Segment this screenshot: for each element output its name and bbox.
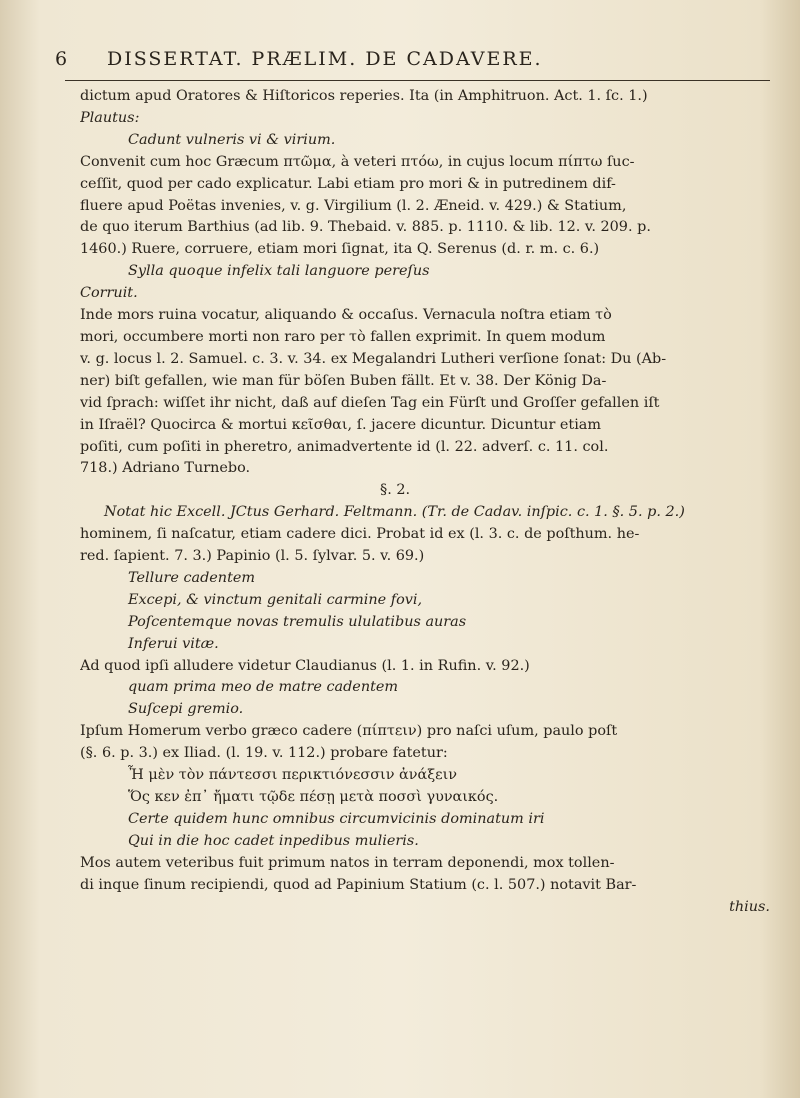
text-line: thius. [729, 898, 770, 915]
text-line: 718.) Adriano Turnebo. [80, 460, 251, 477]
text-line: in Iſraël? Quocirca & mortui κεῖσθαι, ſ. jacere dicuntur. Dicuntur etiam [80, 416, 602, 433]
text-line: hominem, ſi naſcatur, etiam cadere dici. Probat id ex (l. 3. c. de poſthum. he- [80, 526, 640, 543]
text-line: 1460.) Ruere, corruere, etiam mori ſignat, ita Q. Serenus (d. r. m. c. 6.) [80, 241, 600, 258]
text-line: Inde mors ruina vocatur, aliquando & occaſus. Vernacula noſtra etiam τὸ [80, 307, 612, 324]
verse-line: Qui in die hoc cadet inpedibus mulieris. [128, 832, 419, 849]
greek-verse-line: Ἦ μὲν τὸν πάντεσσι περικτιόνεσσιν ἀνάξειν [128, 767, 457, 784]
text-line: red. ſapient. 7. 3.) Papinio (l. 5. ſylvar. 5. v. 69.) [80, 548, 425, 565]
text-line: de quo iterum Barthius (ad lib. 9. Thebaid. v. 885. p. 1110. & lib. 12. v. 209. p. [80, 219, 651, 236]
verse-line: Suſcepi gremio. [128, 701, 244, 718]
text-line: (§. 6. p. 3.) ex Iliad. (l. 19. v. 112.) probare fatetur: [80, 745, 448, 762]
text-line: Plautus: [80, 109, 140, 126]
verse-line: Excepi, & vinctum genitali carmine fovi, [128, 591, 423, 608]
verse-line: quam prima meo de matre cadentem [128, 679, 399, 696]
text-line: Mos autem veteribus fuit primum natos in terram deponendi, mox tollen- [80, 854, 615, 871]
text-line: vid ſprach: wiſſet ihr nicht, daß auf dieſen Tag ein Fürſt und Groſſer gefallen iſt [80, 394, 660, 411]
verse-line: Inferui vitæ. [128, 635, 219, 652]
text-line: ner) biſt gefallen, wie man für böſen Buben fällt. Et v. 38. Der König Da- [80, 372, 607, 389]
verse-line: Corruit. [80, 285, 138, 302]
text-line: ceſſit, quod per cado explicatur. Labi etiam pro mori & in putredinem dif- [80, 175, 616, 192]
section-number: §. 2. [380, 482, 411, 499]
text-line: Ipſum Homerum verbo græco cadere (πίπτειν) pro naſci uſum, paulo poſt [80, 723, 618, 740]
text-line: v. g. locus l. 2. Samuel. c. 3. v. 34. ex Megalandri Lutheri verſione ſonat: Du (Ab- [80, 350, 667, 367]
verse-line: Tellure cadentem [128, 569, 256, 586]
verse-line: Cadunt vulneris vi & virium. [128, 131, 336, 148]
body-text [80, 86, 780, 918]
text-line: fluere apud Poëtas invenies, v. g. Virgilium (l. 2. Æneid. v. 429.) & Statium, [80, 197, 627, 214]
text-line: Ad quod ipſi alludere videtur Claudianus (l. 1. in Rufin. v. 92.) [80, 657, 530, 674]
text-line: poſiti, cum poſiti in pheretro, animadvertente id (l. 22. adverſ. c. 11. col. [80, 438, 609, 455]
page-number: 6 [55, 48, 70, 70]
text-line: Notat hic Excell. JCtus Gerhard. Feltmann. (Tr. de Cadav. inſpic. c. 1. §. 5. p. 2.) [104, 504, 685, 521]
text-line: dictum apud Oratores & Hiſtoricos reperies. Ita (in Amphitruon. Act. 1. ſc. 1.) [80, 88, 648, 104]
running-title: DISSERTAT. PRÆLIM. DE CADAVERE. [107, 48, 543, 70]
verse-line: Poſcentemque novas tremulis ululatibus auras [128, 613, 467, 630]
header-rule [65, 80, 770, 81]
page-header [55, 48, 775, 80]
verse-line: Certe quidem hunc omnibus circumvicinis dominatum iri [128, 810, 545, 827]
text-line: Convenit cum hoc Græcum πτῶμα, à veteri πτόω, in cujus locum πίπτω ſuc- [80, 153, 635, 170]
text-line: mori, occumbere morti non raro per τὸ fallen exprimit. In quem modum [80, 328, 606, 345]
text-line: di inque ſinum recipiendi, quod ad Papinium Statium (c. l. 507.) notavit Bar- [80, 876, 637, 893]
verse-line: Sylla quoque infelix tali languore pereſus [128, 263, 430, 280]
greek-verse-line: Ὅς κεν ἐπ᾽ ἤματι τῷδε πέσῃ μετὰ ποσσὶ γυναικός. [128, 789, 499, 805]
